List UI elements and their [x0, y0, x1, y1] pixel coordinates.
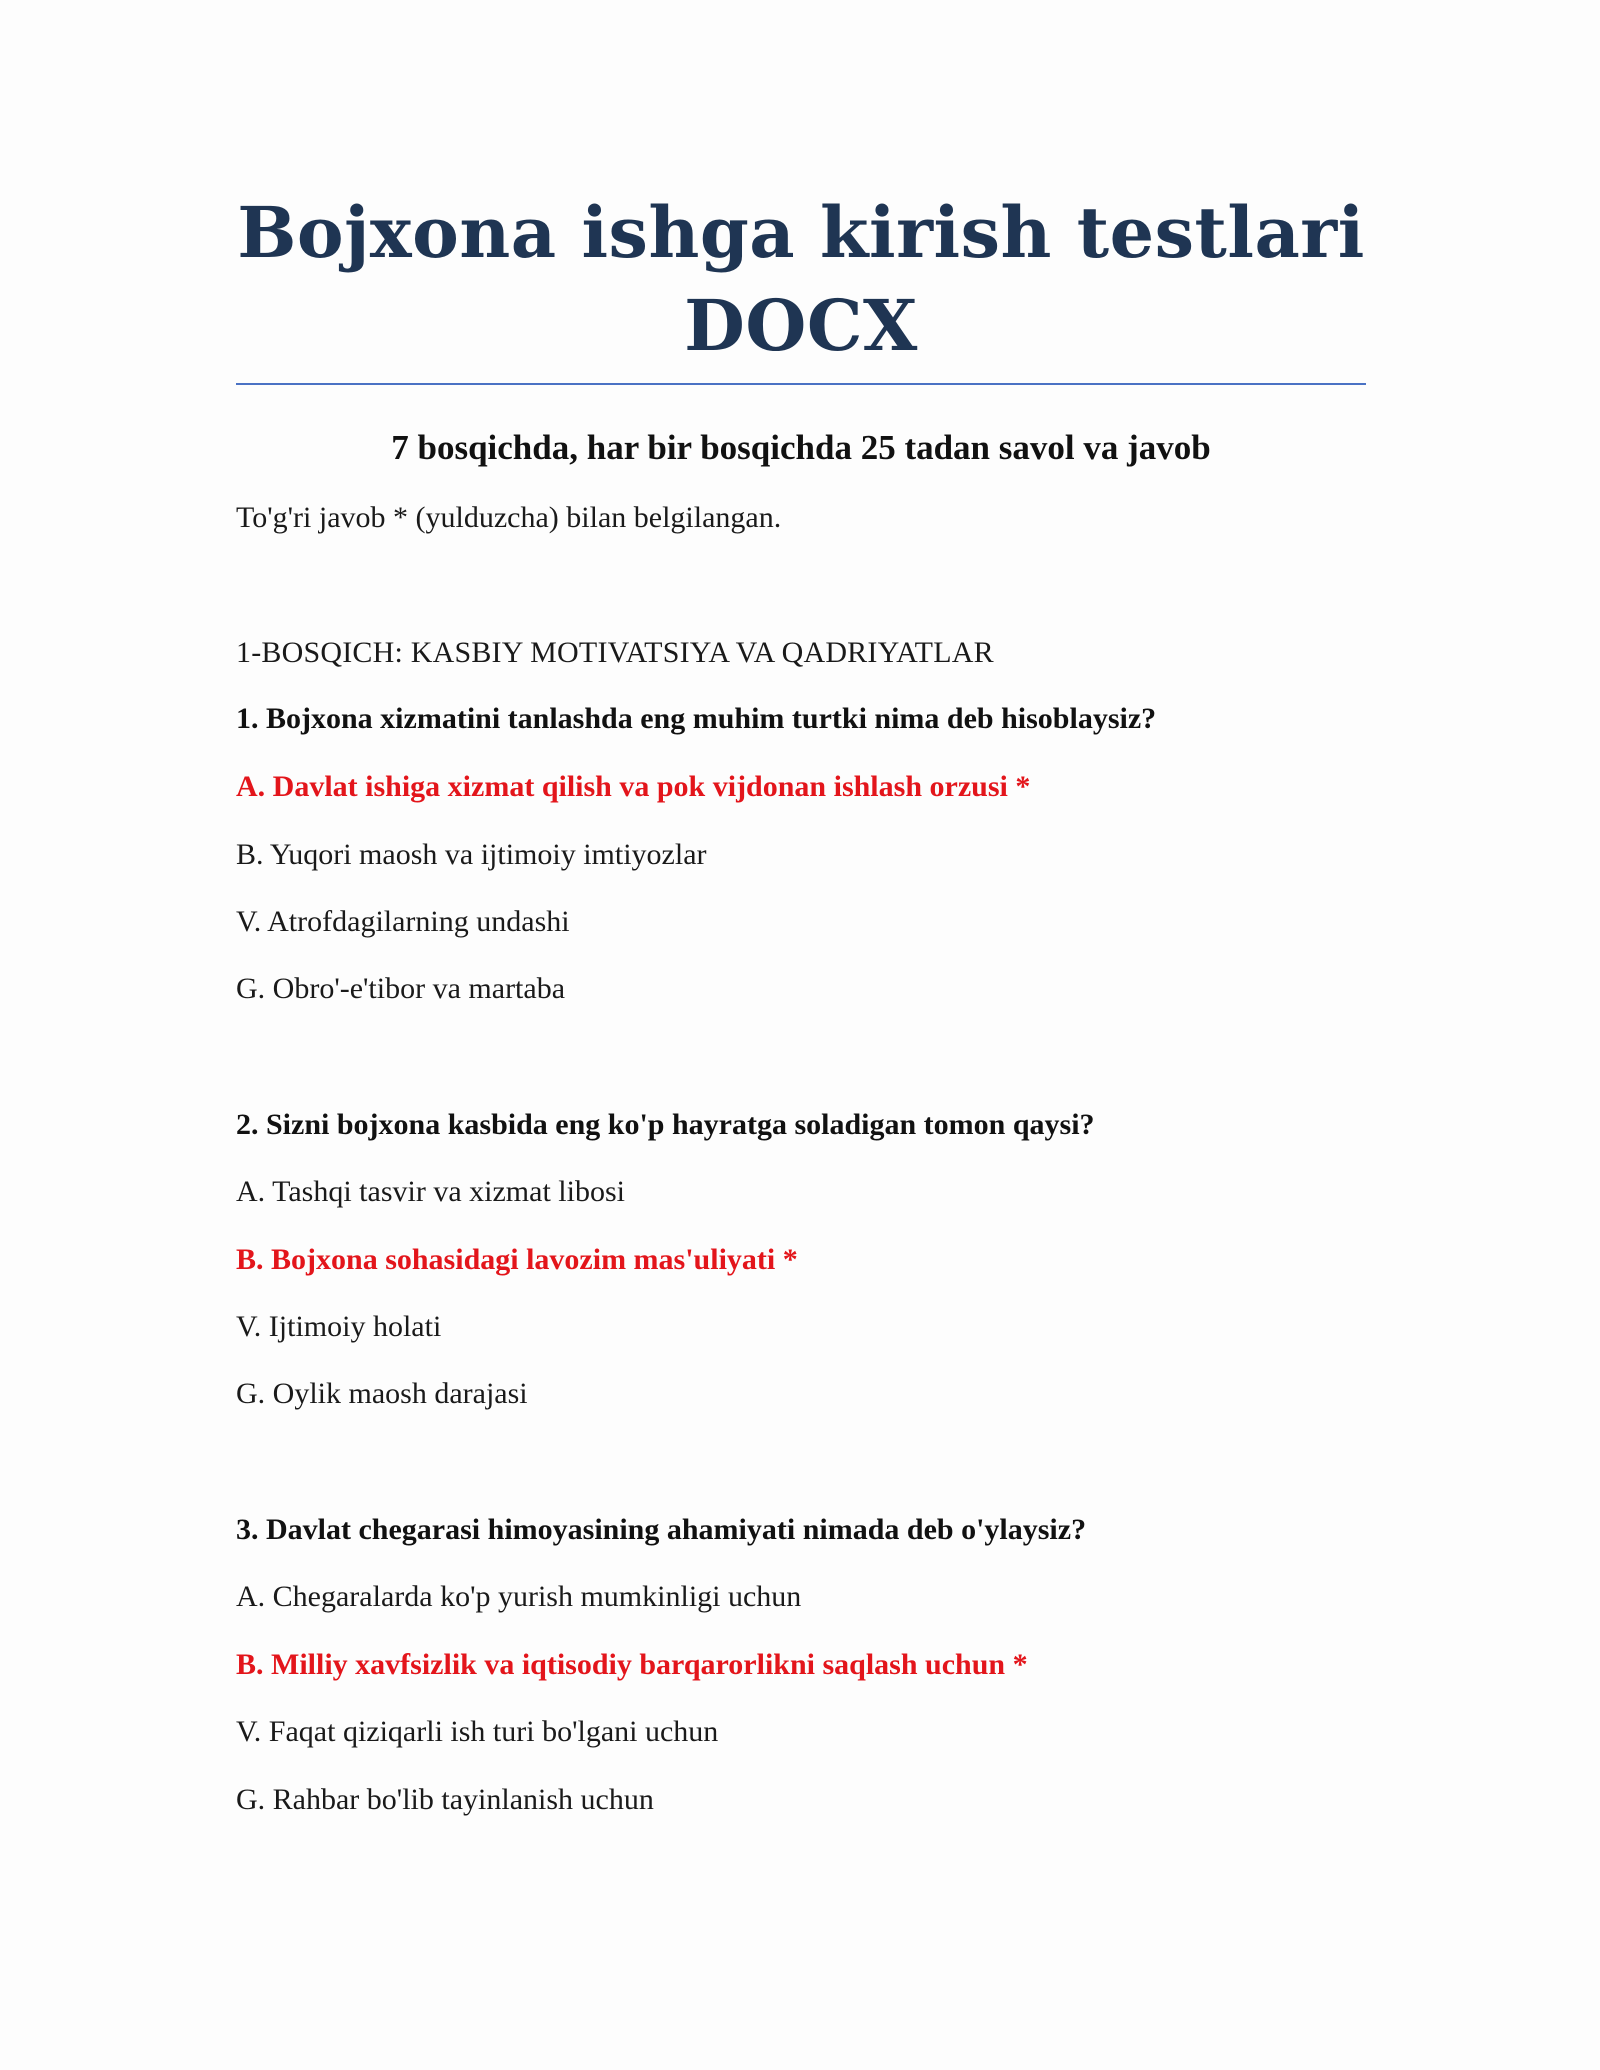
question-2-option-b: B. Bojxona sohasidagi lavozim mas'uliyati *	[236, 1243, 798, 1276]
document-subtitle: 7 bosqichda, har bir bosqichda 25 tadan savol va javob	[391, 428, 1211, 467]
question-1-option-a: A. Davlat ishiga xizmat qilish va pok vijdonan ishlash orzusi *	[236, 770, 1031, 803]
question-1-option-v: V. Atrofdagilarning undashi	[236, 905, 570, 938]
question-3-option-g: G. Rahbar bo'lib tayinlanish uchun	[236, 1783, 654, 1816]
question-2: 2. Sizni bojxona kasbida eng ko'p hayratga soladigan tomon qaysi?	[236, 1108, 1095, 1141]
document-title	[236, 186, 1366, 372]
question-3-option-v: V. Faqat qiziqarli ish turi bo'lgani uchun	[236, 1715, 719, 1748]
question-1: 1. Bojxona xizmatini tanlashda eng muhim turtki nima deb hisoblaysiz?	[236, 702, 1157, 735]
section-heading: 1-BOSQICH: KASBIY MOTIVATSIYA VA QADRIYATLAR	[236, 636, 994, 669]
question-1-option-g: G. Obro'-e'tibor va martaba	[236, 972, 566, 1005]
question-3-option-a: A. Chegaralarda ko'p yurish mumkinligi uchun	[236, 1580, 802, 1613]
instruction-note: To'g'ri javob * (yulduzcha) bilan belgilangan.	[236, 501, 782, 534]
question-2-option-g: G. Oylik maosh darajasi	[236, 1377, 528, 1410]
title-line-2: DOCX	[684, 284, 918, 367]
question-1-option-b: B. Yuqori maosh va ijtimoiy imtiyozlar	[236, 838, 707, 871]
question-3: 3. Davlat chegarasi himoyasining ahamiyati nimada deb o'ylaysiz?	[236, 1513, 1087, 1546]
title-divider	[236, 383, 1366, 385]
question-2-option-v: V. Ijtimoiy holati	[236, 1310, 442, 1343]
question-2-option-a: A. Tashqi tasvir va xizmat libosi	[236, 1175, 625, 1208]
question-3-option-b: B. Milliy xavfsizlik va iqtisodiy barqarorlikni saqlash uchun *	[236, 1648, 1028, 1681]
title-line-1: Bojxona ishga kirish testlari	[237, 191, 1365, 274]
